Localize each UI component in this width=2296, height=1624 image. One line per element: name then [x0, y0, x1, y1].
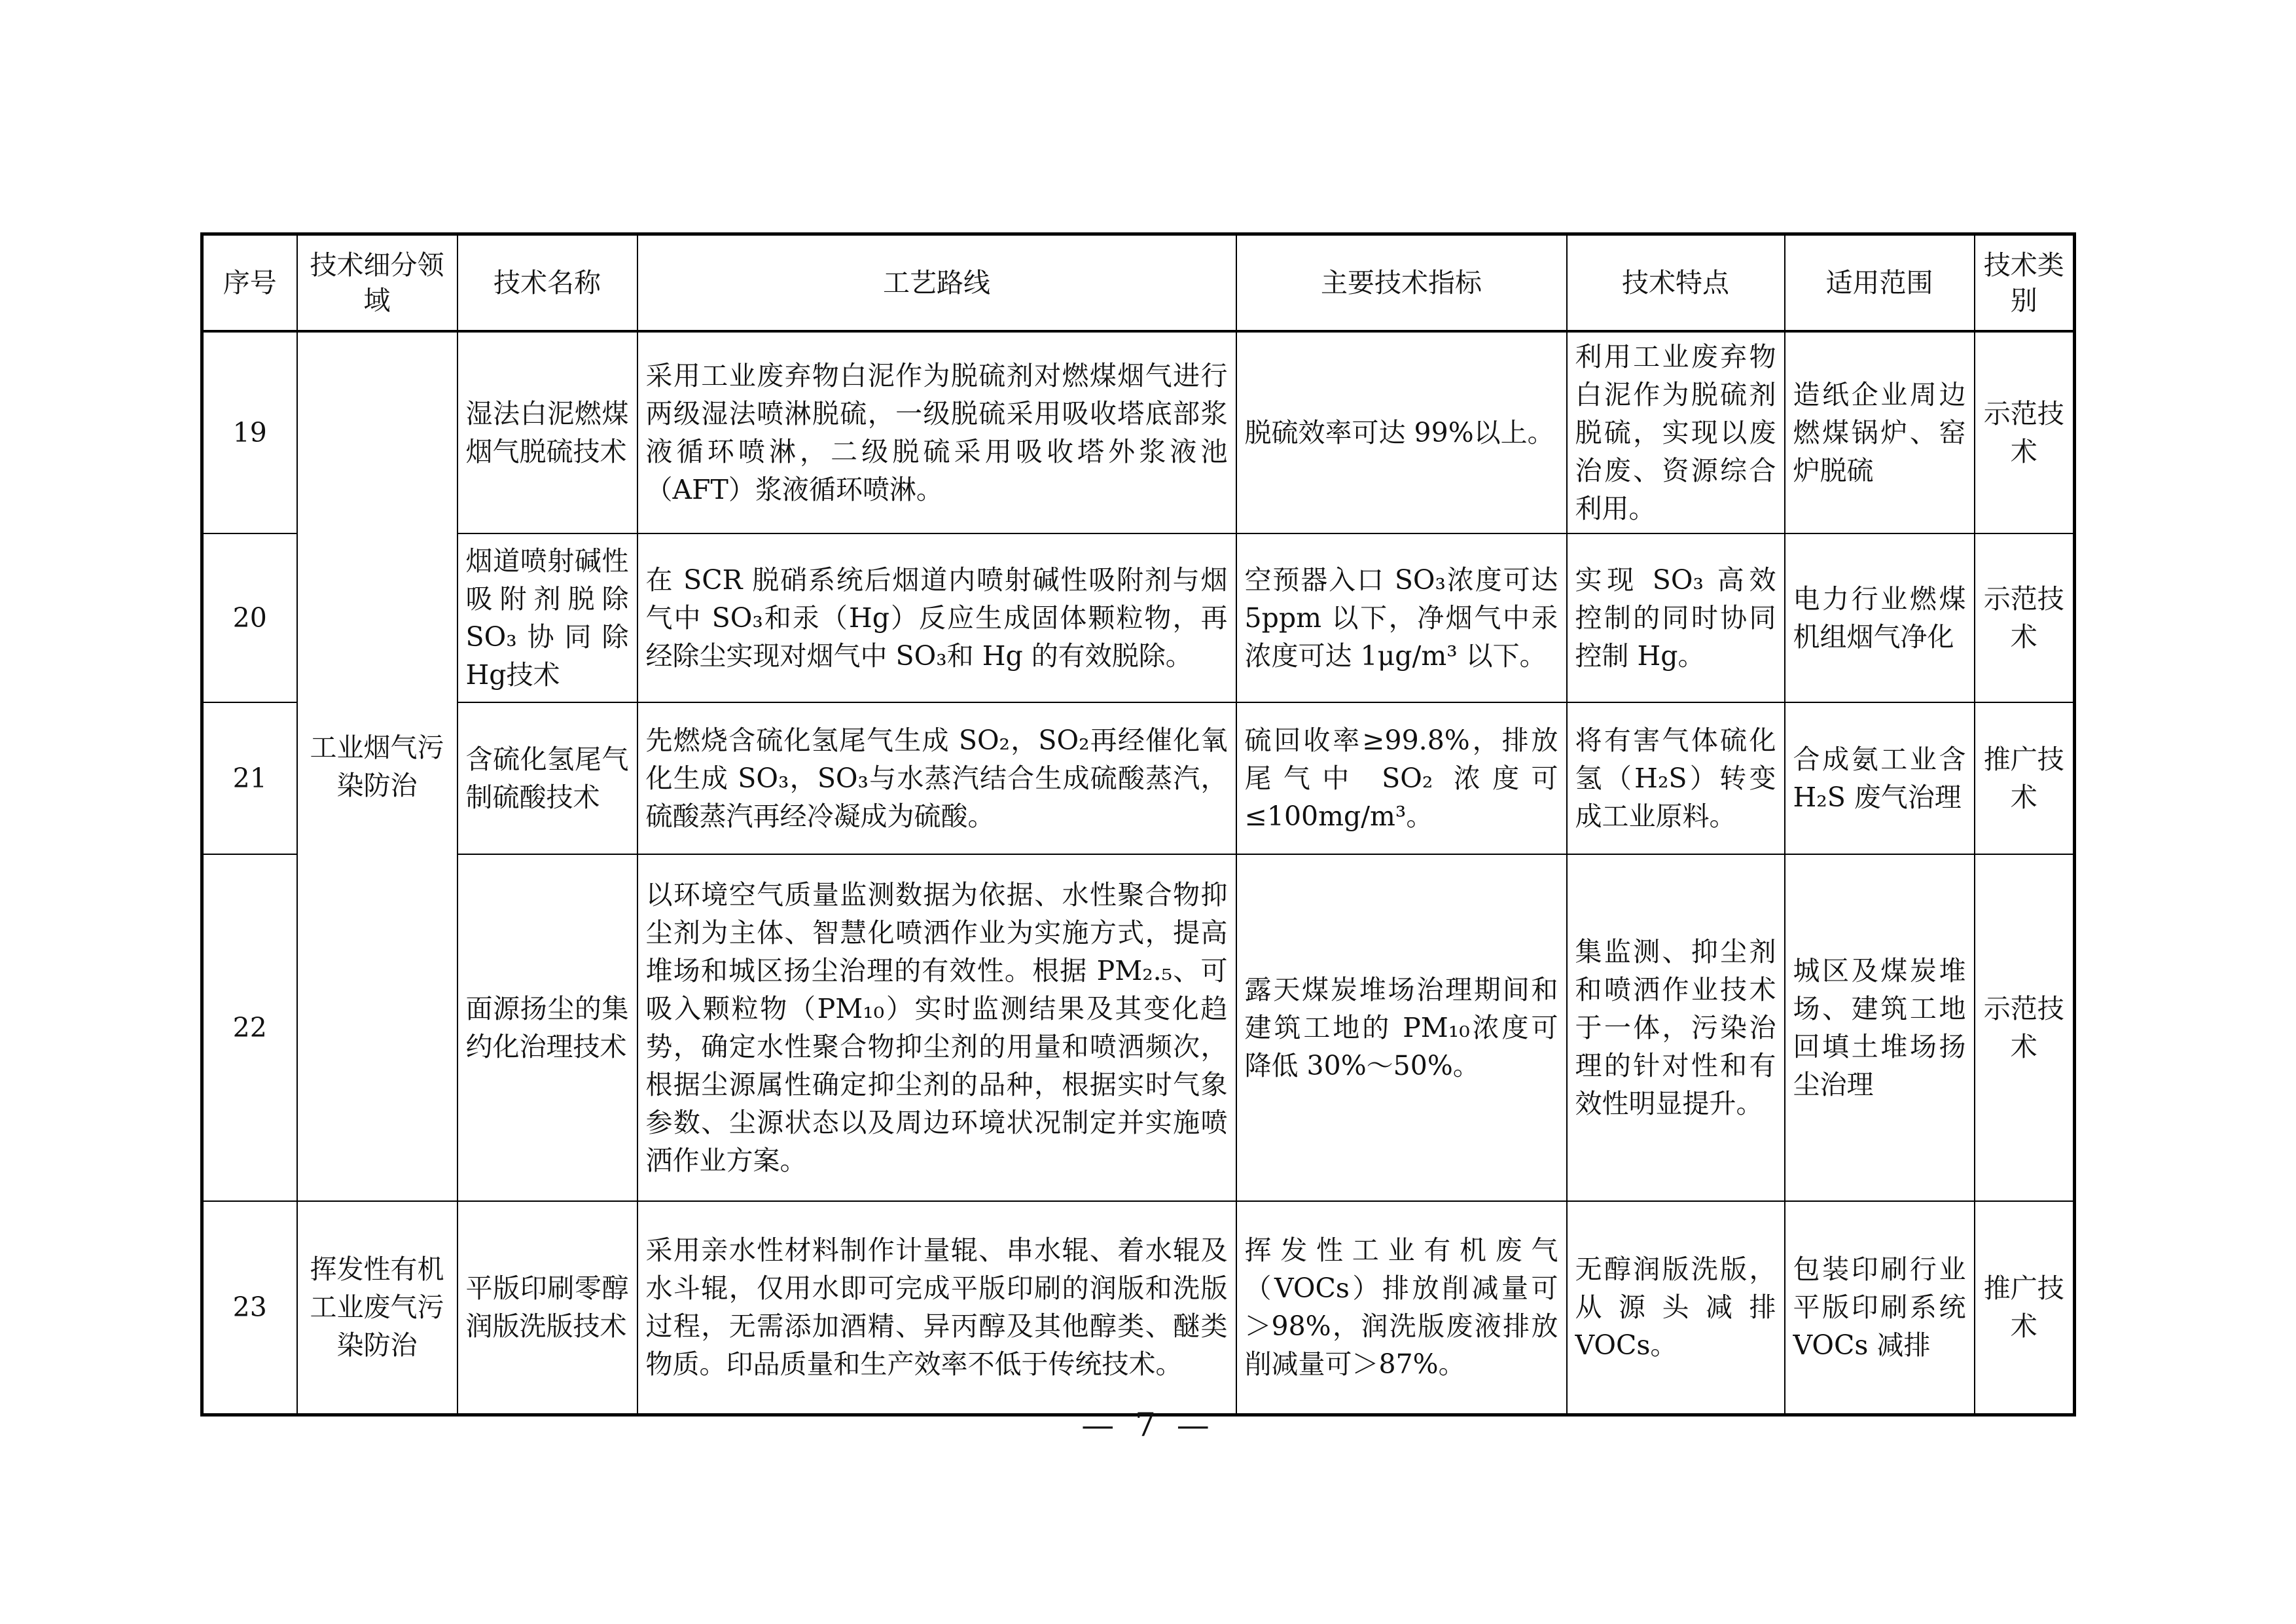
tech-name: 面源扬尘的集约化治理技术	[457, 854, 637, 1201]
process-route: 在 SCR 脱硝系统后烟道内喷射碱性吸附剂与烟气中 SO₃和汞（Hg）反应生成固体颗粒物，再经除尘实现对烟气中 SO₃和 Hg 的有效脱除。	[637, 533, 1236, 702]
header-domain: 技术细分领域	[297, 234, 457, 332]
key-indicator: 露天煤炭堆场治理期间和建筑工地的 PM₁₀浓度可降低 30%～50%。	[1236, 854, 1567, 1201]
application-scope: 包装印刷行业平版印刷系统 VOCs 减排	[1785, 1201, 1975, 1415]
application-scope: 合成氨工业含 H₂S 废气治理	[1785, 702, 1975, 854]
tech-category: 推广技术	[1975, 1201, 2075, 1415]
process-route: 采用工业废弃物白泥作为脱硫剂对燃煤烟气进行两级湿法喷淋脱硫，一级脱硫采用吸收塔底部浆液循环喷淋，二级脱硫采用吸收塔外浆液池（AFT）浆液循环喷淋。	[637, 331, 1236, 533]
header-name: 技术名称	[457, 234, 637, 332]
domain-cell: 工业烟气污染防治	[297, 331, 457, 1201]
tech-feature: 无醇润版洗版，从源头减排 VOCs。	[1567, 1201, 1785, 1415]
tech-feature: 利用工业废弃物白泥作为脱硫剂脱硫，实现以废治废、资源综合利用。	[1567, 331, 1785, 533]
table-row	[202, 854, 2075, 1201]
key-indicator: 空预器入口 SO₃浓度可达 5ppm 以下，净烟气中汞浓度可达 1μg/m³ 以下。	[1236, 533, 1567, 702]
domain-cell: 挥发性有机工业废气污染防治	[297, 1201, 457, 1415]
header-feature: 技术特点	[1567, 234, 1785, 332]
process-route: 以环境空气质量监测数据为依据、水性聚合物抑尘剂为主体、智慧化喷洒作业为实施方式，提高堆场和城区扬尘治理的有效性。根据 PM₂.₅、可吸入颗粒物（PM₁₀）实时监测结果及其变化趋势，确定水性聚合物抑尘剂的用量和喷洒频次，根据尘源属性确定抑尘剂的品种，根据实时气象参数、尘源状态以及周边环境状况制定并实施喷洒作业方案。	[637, 854, 1236, 1201]
tech-category: 示范技术	[1975, 854, 2075, 1201]
header-scope: 适用范围	[1785, 234, 1975, 332]
application-scope: 电力行业燃煤机组烟气净化	[1785, 533, 1975, 702]
table-row	[202, 702, 2075, 854]
header-num: 序号	[202, 234, 297, 332]
application-scope: 造纸企业周边燃煤锅炉、窑炉脱硫	[1785, 331, 1975, 533]
table-row	[202, 331, 2075, 533]
tech-name: 平版印刷零醇润版洗版技术	[457, 1201, 637, 1415]
application-scope: 城区及煤炭堆场、建筑工地回填土堆场扬尘治理	[1785, 854, 1975, 1201]
technology-table	[200, 232, 2076, 1416]
table-header-row	[202, 234, 2075, 332]
key-indicator: 脱硫效率可达 99%以上。	[1236, 331, 1567, 533]
process-route: 采用亲水性材料制作计量辊、串水辊、着水辊及水斗辊，仅用水即可完成平版印刷的润版和洗版过程，无需添加酒精、异丙醇及其他醇类、醚类物质。印品质量和生产效率不低于传统技术。	[637, 1201, 1236, 1415]
process-route: 先燃烧含硫化氢尾气生成 SO₂，SO₂再经催化氧化生成 SO₃，SO₃与水蒸汽结合生成硫酸蒸汽，硫酸蒸汽再经冷凝成为硫酸。	[637, 702, 1236, 854]
tech-category: 示范技术	[1975, 533, 2075, 702]
tech-feature: 将有害气体硫化氢（H₂S）转变成工业原料。	[1567, 702, 1785, 854]
tech-feature: 集监测、抑尘剂和喷洒作业技术于一体，污染治理的针对性和有效性明显提升。	[1567, 854, 1785, 1201]
tech-name: 烟道喷射碱性吸附剂脱除SO₃协同除Hg技术	[457, 533, 637, 702]
table-row	[202, 1201, 2075, 1415]
row-number: 21	[202, 702, 297, 854]
tech-name: 含硫化氢尾气制硫酸技术	[457, 702, 637, 854]
tech-category: 示范技术	[1975, 331, 2075, 533]
tech-name: 湿法白泥燃煤烟气脱硫技术	[457, 331, 637, 533]
row-number: 22	[202, 854, 297, 1201]
table-row	[202, 533, 2075, 702]
row-number: 19	[202, 331, 297, 533]
tech-feature: 实现 SO₃ 高效控制的同时协同控制 Hg。	[1567, 533, 1785, 702]
tech-category: 推广技术	[1975, 702, 2075, 854]
key-indicator: 硫回收率≥99.8%，排放尾气中 SO₂ 浓度可≤100mg/m³。	[1236, 702, 1567, 854]
row-number: 23	[202, 1201, 297, 1415]
page-number: — 7 —	[1081, 1406, 1215, 1444]
row-number: 20	[202, 533, 297, 702]
header-route: 工艺路线	[637, 234, 1236, 332]
header-category: 技术类别	[1975, 234, 2075, 332]
header-indicator: 主要技术指标	[1236, 234, 1567, 332]
key-indicator: 挥发性工业有机废气（VOCs）排放削减量可＞98%，润洗版废液排放削减量可＞87%。	[1236, 1201, 1567, 1415]
